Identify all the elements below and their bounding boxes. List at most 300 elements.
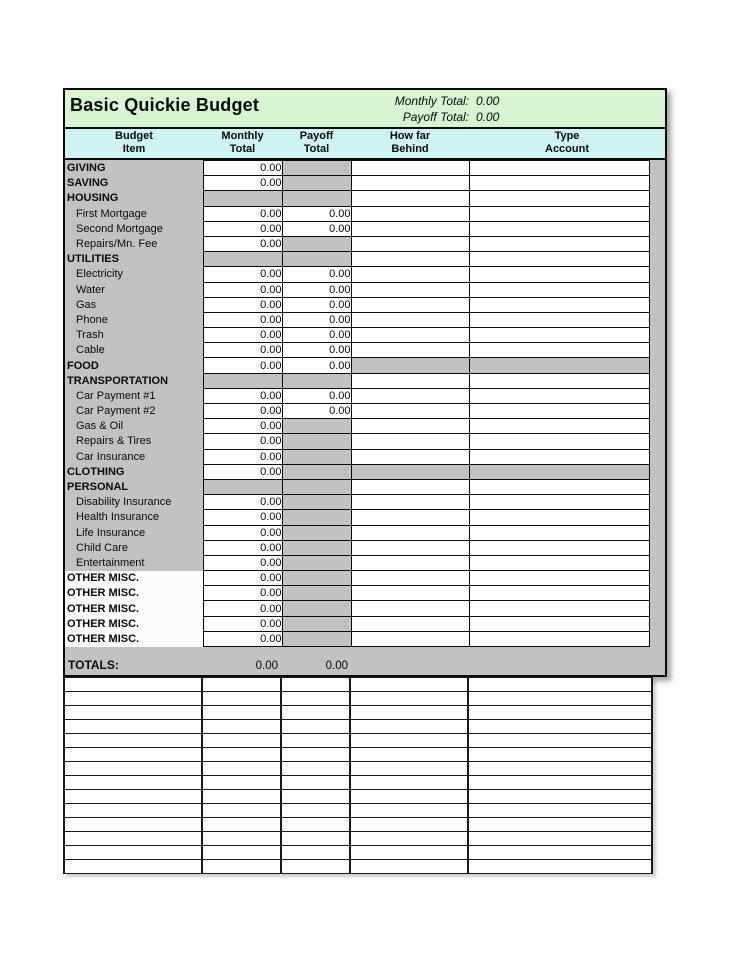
budget-item-label: Second Mortgage: [76, 222, 163, 235]
grid-cell[interactable]: [468, 734, 652, 748]
column-header-monthly-total: [203, 129, 282, 158]
grid-cell[interactable]: [350, 720, 468, 734]
budget-row: [65, 555, 649, 570]
budget-row: [65, 571, 649, 586]
grid-cell[interactable]: [64, 832, 202, 846]
how-far-behind-cell[interactable]: [351, 555, 469, 570]
type-account-cell[interactable]: [469, 343, 649, 358]
grid-cell[interactable]: [468, 818, 652, 832]
budget-row: [65, 358, 649, 373]
monthly-total-cell[interactable]: 0.00: [203, 358, 282, 373]
grid-cell[interactable]: [350, 846, 468, 860]
type-account-cell[interactable]: [469, 236, 649, 251]
type-account-cell[interactable]: [469, 555, 649, 570]
budget-row: [65, 510, 649, 525]
empty-grid-row: [64, 818, 652, 832]
budget-row: [65, 616, 649, 631]
monthly-total-cell[interactable]: 0.00: [203, 616, 282, 631]
type-account-cell[interactable]: [469, 449, 649, 464]
budget-item-label: CLOTHING: [67, 465, 125, 478]
payoff-total-cell[interactable]: 0.00: [282, 388, 351, 403]
grid-cell[interactable]: [350, 804, 468, 818]
budget-item-label: Car Payment #2: [76, 405, 156, 418]
budget-item-label: Phone: [76, 313, 108, 326]
type-account-cell[interactable]: [469, 161, 649, 176]
budget-row: [65, 373, 649, 388]
grid-cell[interactable]: [202, 818, 281, 832]
type-account-cell[interactable]: [469, 495, 649, 510]
how-far-behind-cell[interactable]: [351, 571, 469, 586]
budget-row: [65, 221, 649, 236]
budget-item-label: OTHER MISC.: [65, 631, 203, 646]
budget-table: [63, 88, 667, 677]
grid-cell[interactable]: [281, 734, 350, 748]
payoff-total-cell[interactable]: [282, 631, 351, 646]
payoff-total-cell[interactable]: 0.00: [282, 404, 351, 419]
grid-cell[interactable]: [202, 846, 281, 860]
type-account-cell[interactable]: [469, 616, 649, 631]
monthly-total-cell[interactable]: 0.00: [203, 404, 282, 419]
payoff-total-cell[interactable]: [282, 464, 351, 479]
monthly-total-cell[interactable]: 0.00: [203, 161, 282, 176]
how-far-behind-cell[interactable]: [351, 404, 469, 419]
type-account-cell[interactable]: [469, 631, 649, 646]
payoff-total-cell[interactable]: [282, 495, 351, 510]
type-account-cell[interactable]: [469, 525, 649, 540]
payoff-total-cell[interactable]: [282, 616, 351, 631]
payoff-total-cell[interactable]: [282, 540, 351, 555]
grid-cell[interactable]: [202, 734, 281, 748]
grid-cell[interactable]: [281, 860, 350, 874]
grid-cell[interactable]: [202, 692, 281, 706]
grid-cell[interactable]: [202, 832, 281, 846]
payoff-total-cell[interactable]: 0.00: [282, 282, 351, 297]
grid-cell[interactable]: [64, 706, 202, 720]
budget-row: [65, 252, 649, 267]
grid-cell[interactable]: [202, 762, 281, 776]
grid-cell[interactable]: [468, 692, 652, 706]
monthly-total-cell[interactable]: 0.00: [203, 586, 282, 601]
empty-grid-row: [64, 846, 652, 860]
type-account-cell[interactable]: [469, 252, 649, 267]
grid-cell[interactable]: [468, 804, 652, 818]
budget-item-label: OTHER MISC.: [65, 571, 203, 586]
type-account-cell[interactable]: [469, 404, 649, 419]
page-title: Basic Quickie Budget: [70, 95, 260, 115]
grid-cell[interactable]: [281, 804, 350, 818]
grid-cell[interactable]: [281, 692, 350, 706]
how-far-behind-cell[interactable]: [351, 419, 469, 434]
type-account-cell[interactable]: [469, 312, 649, 327]
budget-item-label: Disability Insurance: [76, 496, 172, 509]
payoff-total-cell[interactable]: [282, 252, 351, 267]
budget-item-label: Gas: [76, 298, 97, 311]
payoff-total-cell[interactable]: [282, 434, 351, 449]
monthly-total-cell[interactable]: 0.00: [203, 388, 282, 403]
grid-cell[interactable]: [468, 706, 652, 720]
monthly-total-cell[interactable]: 0.00: [203, 282, 282, 297]
column-header-row: [65, 129, 665, 160]
budget-row: [65, 540, 649, 555]
budget-row: [65, 191, 649, 206]
budget-item-label: Health Insurance: [76, 511, 160, 524]
grid-cell[interactable]: [281, 720, 350, 734]
grid-cell[interactable]: [350, 790, 468, 804]
payoff-total-cell[interactable]: 0.00: [282, 267, 351, 282]
budget-row: [65, 404, 649, 419]
how-far-behind-cell[interactable]: [351, 176, 469, 191]
payoff-total-cell[interactable]: 0.00: [282, 221, 351, 236]
grid-cell[interactable]: [281, 818, 350, 832]
monthly-total-cell[interactable]: 0.00: [203, 343, 282, 358]
grid-cell[interactable]: [468, 832, 652, 846]
budget-row: [65, 586, 649, 601]
type-account-cell[interactable]: [469, 419, 649, 434]
monthly-total-cell[interactable]: [203, 479, 282, 494]
budget-row: [65, 328, 649, 343]
grid-cell[interactable]: [64, 720, 202, 734]
totals-row: [65, 647, 665, 675]
budget-row: [65, 297, 649, 312]
budget-item-label: Electricity: [76, 268, 124, 281]
how-far-behind-cell[interactable]: [351, 343, 469, 358]
how-far-behind-cell[interactable]: [351, 434, 469, 449]
budget-row: [65, 161, 649, 176]
budget-item-label: TRANSPORTATION: [67, 374, 169, 387]
grid-cell[interactable]: [468, 846, 652, 860]
totals-payoff-value: 0.00: [325, 660, 348, 672]
budget-rows-table: [65, 160, 650, 647]
payoff-total-cell[interactable]: [282, 176, 351, 191]
empty-grid-row: [64, 734, 652, 748]
grid-cell[interactable]: [281, 790, 350, 804]
payoff-total-value: 0.00: [476, 110, 500, 124]
monthly-total-cell[interactable]: 0.00: [203, 495, 282, 510]
grid-cell[interactable]: [350, 818, 468, 832]
grid-cell[interactable]: [202, 790, 281, 804]
type-account-cell[interactable]: [469, 206, 649, 221]
grid-cell[interactable]: [202, 776, 281, 790]
empty-grid-row: [64, 790, 652, 804]
column-header-how-far-behind: [351, 129, 469, 158]
monthly-total-cell[interactable]: 0.00: [203, 571, 282, 586]
column-header-line: Type: [554, 130, 580, 142]
type-account-cell[interactable]: [469, 191, 649, 206]
empty-grid-row: [64, 776, 652, 790]
totals-label: TOTALS:: [68, 658, 119, 672]
monthly-total-cell[interactable]: 0.00: [203, 540, 282, 555]
empty-grid-row: [64, 762, 652, 776]
budget-item-label: Cable: [76, 344, 105, 357]
budget-item-label: Gas & Oil: [76, 420, 124, 433]
type-account-cell[interactable]: [469, 358, 649, 373]
how-far-behind-cell[interactable]: [351, 236, 469, 251]
monthly-total-label: Monthly Total:: [394, 94, 469, 108]
monthly-total-cell[interactable]: 0.00: [203, 434, 282, 449]
empty-grid: [63, 677, 653, 874]
grid-cell[interactable]: [350, 832, 468, 846]
budget-item-label: HOUSING: [67, 192, 119, 205]
grid-cell[interactable]: [64, 790, 202, 804]
totals-monthly-value: 0.00: [255, 660, 278, 672]
grid-cell[interactable]: [281, 846, 350, 860]
grid-cell[interactable]: [64, 818, 202, 832]
empty-grid-row: [64, 832, 652, 846]
monthly-total-cell[interactable]: 0.00: [203, 206, 282, 221]
empty-grid-table: [63, 677, 653, 874]
payoff-total-cell[interactable]: 0.00: [282, 343, 351, 358]
budget-row: [65, 434, 649, 449]
grid-cell[interactable]: [468, 678, 652, 692]
how-far-behind-cell[interactable]: [351, 449, 469, 464]
payoff-total-cell[interactable]: [282, 525, 351, 540]
monthly-total-cell[interactable]: [203, 252, 282, 267]
monthly-total-line: [297, 93, 557, 109]
budget-item-label: Trash: [76, 329, 104, 342]
type-account-cell[interactable]: [469, 267, 649, 282]
payoff-total-cell[interactable]: 0.00: [282, 358, 351, 373]
how-far-behind-cell[interactable]: [351, 328, 469, 343]
payoff-total-cell[interactable]: [282, 373, 351, 388]
payoff-total-cell[interactable]: [282, 449, 351, 464]
budget-item-label: Repairs & Tires: [76, 435, 152, 448]
grid-cell[interactable]: [281, 748, 350, 762]
type-account-cell[interactable]: [469, 221, 649, 236]
grid-cell[interactable]: [281, 832, 350, 846]
budget-item-label: PERSONAL: [67, 481, 129, 494]
monthly-total-cell[interactable]: 0.00: [203, 297, 282, 312]
column-header-line: Budget: [115, 130, 153, 142]
monthly-total-cell[interactable]: 0.00: [203, 525, 282, 540]
type-account-cell[interactable]: [469, 586, 649, 601]
grid-cell[interactable]: [468, 720, 652, 734]
how-far-behind-cell[interactable]: [351, 388, 469, 403]
grid-cell[interactable]: [468, 748, 652, 762]
grid-cell[interactable]: [202, 748, 281, 762]
monthly-total-cell[interactable]: 0.00: [203, 601, 282, 616]
empty-grid-row: [64, 748, 652, 762]
monthly-total-cell[interactable]: 0.00: [203, 312, 282, 327]
type-account-cell[interactable]: [469, 282, 649, 297]
budget-row: [65, 419, 649, 434]
column-header-line: How far: [389, 130, 431, 142]
how-far-behind-cell[interactable]: [351, 282, 469, 297]
grid-cell[interactable]: [468, 776, 652, 790]
grid-cell[interactable]: [350, 678, 468, 692]
column-header-budget-item: [65, 129, 203, 158]
grid-cell[interactable]: [202, 804, 281, 818]
grid-cell[interactable]: [64, 692, 202, 706]
budget-item-label: First Mortgage: [76, 207, 147, 220]
grid-cell[interactable]: [64, 860, 202, 874]
monthly-total-cell[interactable]: 0.00: [203, 176, 282, 191]
budget-item-label: Life Insurance: [76, 526, 146, 539]
budget-item-label: OTHER MISC.: [65, 586, 203, 601]
how-far-behind-cell[interactable]: [351, 191, 469, 206]
budget-row: [65, 449, 649, 464]
monthly-total-cell[interactable]: 0.00: [203, 555, 282, 570]
budget-item-label: FOOD: [67, 359, 99, 372]
how-far-behind-cell[interactable]: [351, 479, 469, 494]
grid-cell[interactable]: [64, 748, 202, 762]
payoff-total-cell[interactable]: [282, 236, 351, 251]
grid-cell[interactable]: [64, 734, 202, 748]
how-far-behind-cell[interactable]: [351, 631, 469, 646]
monthly-total-cell[interactable]: 0.00: [203, 510, 282, 525]
payoff-total-cell[interactable]: [282, 479, 351, 494]
grid-cell[interactable]: [350, 776, 468, 790]
empty-grid-row: [64, 860, 652, 874]
monthly-total-cell[interactable]: [203, 373, 282, 388]
grid-cell[interactable]: [202, 720, 281, 734]
budget-item-label: Car Payment #1: [76, 389, 156, 402]
type-account-cell[interactable]: [469, 571, 649, 586]
grid-cell[interactable]: [202, 678, 281, 692]
how-far-behind-cell[interactable]: [351, 221, 469, 236]
how-far-behind-cell[interactable]: [351, 495, 469, 510]
empty-grid-row: [64, 678, 652, 692]
payoff-total-label: Payoff Total:: [402, 110, 469, 124]
monthly-total-cell[interactable]: 0.00: [203, 464, 282, 479]
budget-item-label: SAVING: [67, 177, 109, 190]
grid-cell[interactable]: [64, 804, 202, 818]
column-header-line: Payoff: [299, 130, 334, 142]
payoff-total-cell[interactable]: [282, 510, 351, 525]
grid-cell[interactable]: [468, 762, 652, 776]
empty-grid-row: [64, 692, 652, 706]
payoff-total-cell[interactable]: [282, 191, 351, 206]
grid-cell[interactable]: [468, 790, 652, 804]
grid-cell[interactable]: [350, 734, 468, 748]
type-account-cell[interactable]: [469, 373, 649, 388]
payoff-total-cell[interactable]: 0.00: [282, 328, 351, 343]
how-far-behind-cell[interactable]: [351, 510, 469, 525]
budget-row: [65, 479, 649, 494]
grid-cell[interactable]: [350, 692, 468, 706]
monthly-total-value: 0.00: [476, 94, 500, 108]
budget-row: [65, 343, 649, 358]
budget-row: [65, 312, 649, 327]
how-far-behind-cell[interactable]: [351, 267, 469, 282]
budget-row: [65, 525, 649, 540]
payoff-total-cell[interactable]: 0.00: [282, 206, 351, 221]
payoff-total-cell[interactable]: [282, 586, 351, 601]
how-far-behind-cell[interactable]: [351, 525, 469, 540]
monthly-total-cell[interactable]: 0.00: [203, 236, 282, 251]
grid-cell[interactable]: [64, 678, 202, 692]
budget-item-label: UTILITIES: [67, 253, 119, 266]
payoff-total-cell[interactable]: [282, 419, 351, 434]
budget-item-label: Car Insurance: [76, 450, 146, 463]
type-account-cell[interactable]: [469, 540, 649, 555]
grid-cell[interactable]: [281, 678, 350, 692]
monthly-total-cell[interactable]: 0.00: [203, 328, 282, 343]
column-header-payoff-total: [282, 129, 351, 158]
payoff-total-cell[interactable]: 0.00: [282, 312, 351, 327]
column-header-line: Monthly: [221, 130, 264, 142]
type-account-cell[interactable]: [469, 510, 649, 525]
type-account-cell[interactable]: [469, 464, 649, 479]
header-totals: [297, 93, 557, 125]
type-account-cell[interactable]: [469, 297, 649, 312]
budget-item-label: OTHER MISC.: [65, 601, 203, 616]
empty-grid-row: [64, 720, 652, 734]
how-far-behind-cell[interactable]: [351, 312, 469, 327]
grid-cell[interactable]: [64, 846, 202, 860]
grid-cell[interactable]: [350, 762, 468, 776]
monthly-total-cell[interactable]: [203, 191, 282, 206]
column-header-line: Behind: [391, 143, 429, 155]
grid-cell[interactable]: [350, 706, 468, 720]
how-far-behind-cell[interactable]: [351, 540, 469, 555]
empty-grid-row: [64, 804, 652, 818]
monthly-total-cell[interactable]: 0.00: [203, 221, 282, 236]
grid-cell[interactable]: [202, 860, 281, 874]
how-far-behind-cell[interactable]: [351, 464, 469, 479]
budget-row: [65, 176, 649, 191]
column-header-line: Item: [122, 143, 146, 155]
grid-cell[interactable]: [281, 706, 350, 720]
monthly-total-cell[interactable]: 0.00: [203, 631, 282, 646]
budget-row: [65, 282, 649, 297]
payoff-total-cell[interactable]: 0.00: [282, 297, 351, 312]
grid-cell[interactable]: [281, 776, 350, 790]
monthly-total-cell[interactable]: 0.00: [203, 419, 282, 434]
type-account-cell[interactable]: [469, 601, 649, 616]
budget-row: [65, 388, 649, 403]
monthly-total-cell[interactable]: 0.00: [203, 449, 282, 464]
how-far-behind-cell[interactable]: [351, 616, 469, 631]
grid-cell[interactable]: [468, 860, 652, 874]
column-header-type-account: [469, 129, 665, 158]
how-far-behind-cell[interactable]: [351, 252, 469, 267]
grid-cell[interactable]: [202, 706, 281, 720]
payoff-total-line: [297, 109, 557, 125]
how-far-behind-cell[interactable]: [351, 358, 469, 373]
grid-cell[interactable]: [64, 762, 202, 776]
grid-cell[interactable]: [350, 748, 468, 762]
grid-cell[interactable]: [350, 860, 468, 874]
how-far-behind-cell[interactable]: [351, 206, 469, 221]
payoff-total-cell[interactable]: [282, 601, 351, 616]
how-far-behind-cell[interactable]: [351, 586, 469, 601]
payoff-total-cell[interactable]: [282, 571, 351, 586]
budget-row: [65, 601, 649, 616]
type-account-cell[interactable]: [469, 176, 649, 191]
how-far-behind-cell[interactable]: [351, 161, 469, 176]
payoff-total-cell[interactable]: [282, 555, 351, 570]
how-far-behind-cell[interactable]: [351, 601, 469, 616]
type-account-cell[interactable]: [469, 388, 649, 403]
budget-item-label: Child Care: [76, 541, 128, 554]
type-account-cell[interactable]: [469, 479, 649, 494]
monthly-total-cell[interactable]: 0.00: [203, 267, 282, 282]
type-account-cell[interactable]: [469, 328, 649, 343]
grid-cell[interactable]: [64, 776, 202, 790]
how-far-behind-cell[interactable]: [351, 373, 469, 388]
title-band: [65, 90, 665, 129]
how-far-behind-cell[interactable]: [351, 297, 469, 312]
budget-row: [65, 464, 649, 479]
budget-item-label: Repairs/Mn. Fee: [76, 238, 158, 251]
type-account-cell[interactable]: [469, 434, 649, 449]
budget-item-label: Entertainment: [76, 556, 145, 569]
column-header-line: Total: [229, 143, 256, 155]
payoff-total-cell[interactable]: [282, 161, 351, 176]
column-header-line: Account: [545, 143, 589, 155]
column-header-line: Total: [303, 143, 330, 155]
grid-cell[interactable]: [281, 762, 350, 776]
